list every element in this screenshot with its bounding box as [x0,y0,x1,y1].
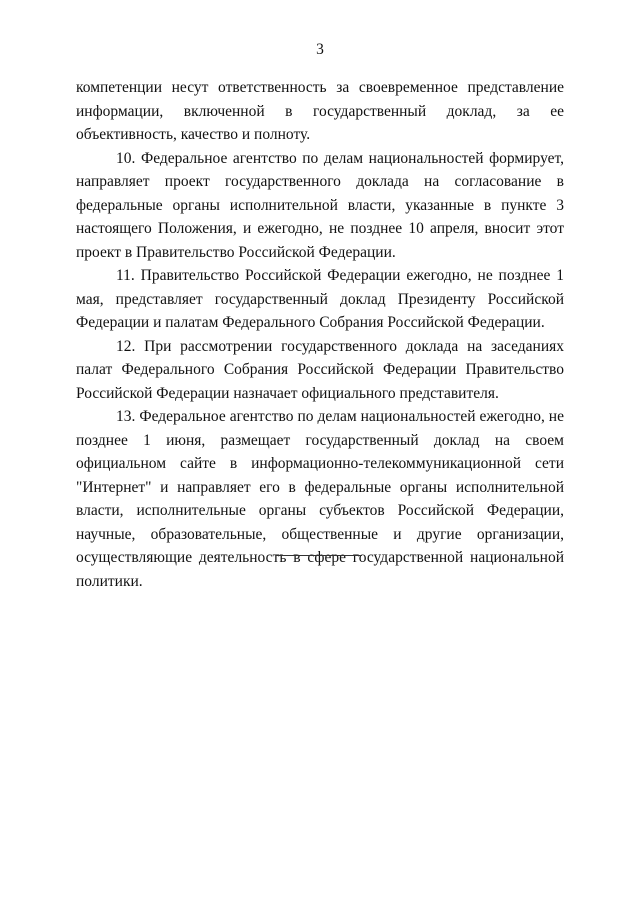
paragraph-13: 13. Федеральное агентство по делам национальностей ежегодно, не позднее 1 июня, размещает государственный доклад на своем официальном сайте в информационно-телекоммуникационной сети "Интернет" и направляет его в федеральные органы исполнительной власти, исполнительные органы субъектов Российской Федерации, научные, образовательные, общественные и другие организации, осуществляющие деятельность в сфере государственной национальной политики. [76,408,564,590]
page-number: 3 [316,41,324,58]
paragraph-11: 11. Правительство Российской Федерации ежегодно, не позднее 1 мая, представляет государственный доклад Президенту Российской Федерации и палатам Федерального Собрания Российской Федерации. [76,267,564,331]
paragraph-continuation: компетенции несут ответственность за своевременное представление информации, включенной в государственный доклад, за ее объективность, качество и полноту. [76,79,564,143]
document-body [76,76,564,593]
paragraph-10: 10. Федеральное агентство по делам национальностей формирует, направляет проект государственного доклада на согласование в федеральные органы исполнительной власти, указанные в пункте 3 настоящего Положения, и ежегодно, не позднее 10 апреля, вносит этот проект в Правительство Российской Федерации. [76,149,564,261]
end-of-document-rule [276,555,362,556]
paragraph-12: 12. При рассмотрении государственного доклада на заседаниях палат Федерального Собрания Российской Федерации Правительство Российской Федерации назначает официального представителя. [76,337,564,402]
